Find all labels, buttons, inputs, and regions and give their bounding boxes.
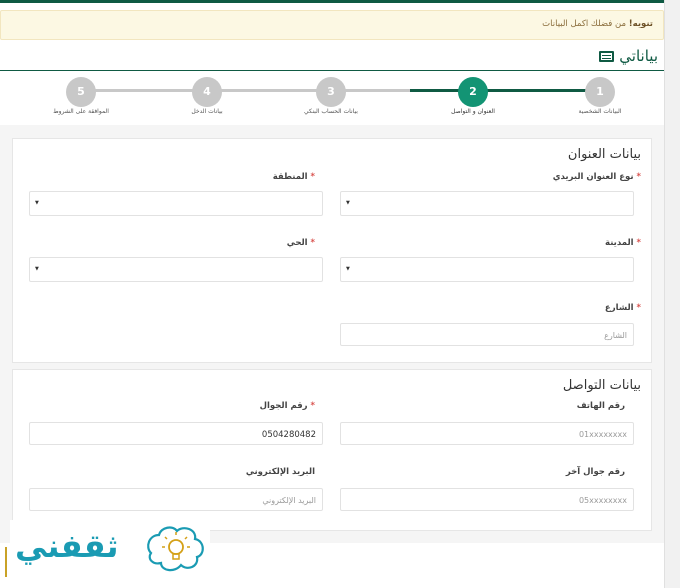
step-1-number: 1	[585, 77, 615, 107]
step-3[interactable]	[271, 77, 391, 115]
mobile-value: 0504280482	[261, 430, 316, 440]
other-mobile-label: رقم جوال آخر	[565, 467, 625, 477]
page-title	[599, 47, 658, 65]
street-input[interactable]	[340, 323, 634, 346]
district-label: * الحي	[286, 238, 315, 248]
phone-placeholder: 01xxxxxxxx	[578, 430, 627, 439]
dropdown-caret-icon: ▼	[346, 266, 350, 272]
mobile-label: * رقم الجوال	[259, 401, 315, 411]
street-label: * الشارع	[604, 303, 641, 313]
step-5[interactable]	[21, 77, 141, 115]
watermark-logo	[10, 520, 210, 578]
left-accent-bar	[5, 547, 7, 577]
id-card-icon	[599, 51, 614, 62]
title-divider	[0, 70, 664, 71]
email-input[interactable]	[29, 488, 323, 511]
form-area	[0, 125, 664, 543]
page-scrollbar[interactable]	[664, 0, 680, 588]
step-4-label: بيانات الدخل	[191, 108, 223, 115]
other-mobile-placeholder: 05xxxxxxxx	[578, 496, 627, 505]
step-4-number: 4	[192, 77, 222, 107]
step-3-number: 3	[316, 77, 346, 107]
warning-alert	[0, 10, 664, 40]
step-5-number: 5	[66, 77, 96, 107]
lightbulb-icon	[143, 523, 209, 575]
watermark-text: ثقفني	[15, 527, 119, 565]
street-placeholder: الشارع	[604, 331, 627, 340]
alert-strong: تنويه!	[628, 19, 653, 29]
phone-input[interactable]	[340, 422, 634, 445]
step-2[interactable]	[413, 77, 533, 115]
step-2-label: العنوان و التواصل	[451, 108, 495, 115]
dropdown-caret-icon: ▼	[35, 200, 39, 206]
email-placeholder: البريد الإلكتروني	[262, 496, 316, 505]
contact-title: بيانات التواصل	[562, 378, 641, 393]
region-select[interactable]	[29, 191, 323, 216]
phone-label: رقم الهاتف	[576, 401, 625, 411]
dropdown-caret-icon: ▼	[35, 266, 39, 272]
page-title-text: بياناتي	[619, 47, 658, 65]
city-select[interactable]	[340, 257, 634, 282]
step-1[interactable]	[540, 77, 660, 115]
step-3-label: بيانات الحساب البنكي	[304, 108, 358, 115]
alert-message: من فضلك اكمل البيانات	[542, 19, 629, 29]
other-mobile-input[interactable]	[340, 488, 634, 511]
postal-type-label: * نوع العنوان البريدي	[552, 172, 641, 182]
alert-text	[542, 19, 653, 29]
address-title: بيانات العنوان	[567, 147, 641, 162]
email-label: البريد الإلكتروني	[245, 467, 315, 477]
top-bar	[0, 0, 680, 3]
district-select[interactable]	[29, 257, 323, 282]
postal-type-select[interactable]	[340, 191, 634, 216]
step-2-number: 2	[458, 77, 488, 107]
progress-stepper	[0, 72, 664, 122]
city-label: * المدينة	[605, 238, 641, 248]
step-1-label: البيانات الشخصية	[578, 108, 622, 115]
dropdown-caret-icon: ▼	[346, 200, 350, 206]
region-label: * المنطقة	[272, 172, 315, 182]
address-panel	[12, 138, 652, 363]
contact-panel	[12, 369, 652, 531]
mobile-input[interactable]	[29, 422, 323, 445]
step-4[interactable]	[147, 77, 267, 115]
step-5-label: الموافقة على الشروط	[53, 108, 109, 115]
